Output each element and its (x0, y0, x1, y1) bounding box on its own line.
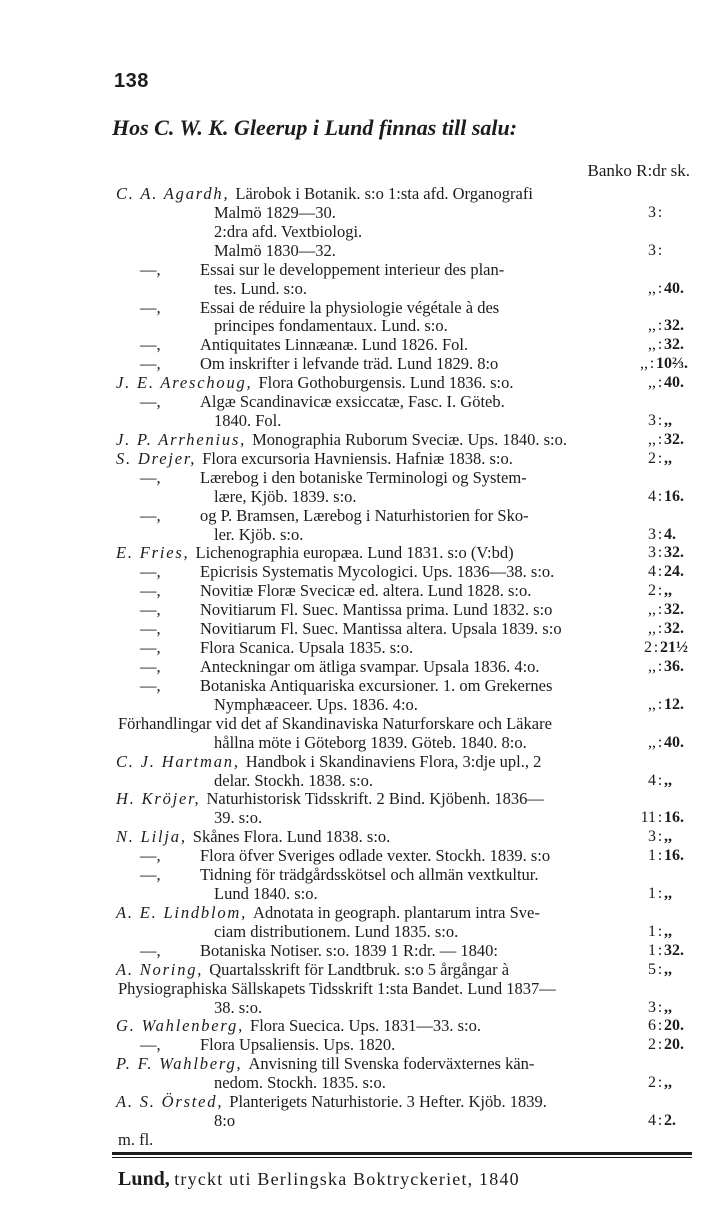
price-skilling: 40. (664, 280, 684, 297)
entry-text: Lund 1840. s:o. (214, 884, 318, 903)
price-separator: : (657, 942, 663, 959)
price-riksdaler: 3 (648, 999, 656, 1016)
entry-ditto-mark: —, (140, 619, 161, 638)
entry-text: Skånes Flora. Lund 1838. s:o. (192, 827, 391, 846)
price-separator: : (657, 526, 663, 543)
price-riksdaler: ,, (648, 317, 656, 334)
top-rule (112, 1152, 692, 1155)
entry-price (628, 808, 688, 828)
entry-text: Flora Scanica. Upsala 1835. s:o. (200, 638, 414, 657)
price-separator: : (657, 961, 663, 978)
price-riksdaler: ,, (648, 336, 656, 353)
entry-text: Lichenographia europæa. Lund 1831. s:o (V:bd) (195, 543, 514, 562)
entry-text: Flora Suecica. Ups. 1831—33. s:o. (250, 1016, 481, 1035)
entry-text: Quartalsskrift för Landtbruk. s:o 5 årgångar à (209, 960, 510, 979)
entry-author: P. F. Wahlberg, (116, 1054, 243, 1073)
price-skilling: ,, (664, 885, 672, 902)
entry-price (628, 733, 688, 753)
entry-price (628, 657, 688, 677)
price-riksdaler: 4 (648, 772, 656, 789)
entry-price (628, 1016, 688, 1036)
entry-ditto-mark: —, (140, 638, 161, 657)
price-skilling: ,, (664, 923, 672, 940)
price-riksdaler: 11 (640, 809, 656, 826)
price-riksdaler: ,, (648, 431, 656, 448)
price-riksdaler: 2 (648, 582, 656, 599)
price-separator: : (649, 355, 655, 372)
price-separator: : (657, 620, 663, 637)
page-heading: Hos C. W. K. Gleerup i Lund finnas till salu: (112, 115, 518, 140)
price-separator: : (657, 1074, 663, 1091)
entry-text: Monographia Ruborum Sveciæ. Ups. 1840. s:o. (252, 430, 567, 449)
price-riksdaler: 2 (644, 639, 652, 656)
entry-text: delar. Stockh. 1838. s:o. (214, 771, 374, 790)
entry-price (628, 411, 688, 431)
price-skilling: 4. (664, 526, 676, 543)
price-skilling: 32. (664, 942, 684, 959)
entry-text: Malmö 1830—32. (214, 241, 336, 260)
entry-text: Lärobok i Botanik. s:o 1:sta afd. Organografi (235, 184, 533, 203)
entry-text: Flora öfver Sveriges odlade vexter. Stockh. 1839. s:o (200, 846, 551, 865)
entry-text: ciam distributionem. Lund 1835. s:o. (214, 922, 459, 941)
price-separator: : (657, 280, 663, 297)
entry-price (628, 241, 688, 261)
price-skilling: ,, (664, 1074, 672, 1091)
entry-author: C. J. Hartman, (116, 752, 240, 771)
price-separator: : (657, 1036, 663, 1053)
price-separator: : (657, 242, 663, 259)
entry-ditto-mark: —, (140, 657, 161, 676)
entry-price (628, 316, 688, 336)
price-riksdaler: 3 (648, 828, 656, 845)
price-skilling: ,, (664, 961, 672, 978)
entry-author: J. E. Areschoug, (116, 373, 253, 392)
entry-text: Botaniska Notiser. s:o. 1839 1 R:dr. — 1840: (200, 941, 498, 960)
price-separator: : (657, 923, 663, 940)
entry-text: og P. Bramsen, Lærebog i Naturhistorien for Sko- (200, 506, 529, 525)
price-skilling: 12. (664, 696, 684, 713)
price-riksdaler: ,, (648, 658, 656, 675)
price-skilling: ,, (664, 582, 672, 599)
entry-text: tes. Lund. s:o. (214, 279, 308, 298)
entry-text: Flora Gothoburgensis. Lund 1836. s:o. (258, 373, 514, 392)
entry-price (628, 354, 688, 374)
price-riksdaler: 1 (648, 885, 656, 902)
entry-text: Flora Upsaliensis. Ups. 1820. (200, 1035, 396, 1054)
price-separator: : (657, 999, 663, 1016)
entry-text: Essai de réduire la physiologie végétale à des (200, 298, 500, 317)
price-skilling: 2. (664, 1112, 676, 1129)
entry-text: Om inskrifter i lefvande träd. Lund 1829. 8:o (200, 354, 499, 373)
entry-author: H. Kröjer, (116, 789, 201, 808)
price-skilling: 10⅔. (656, 355, 688, 372)
entry-ditto-mark: —, (140, 1035, 161, 1054)
entry-ditto-mark: —, (140, 865, 161, 884)
price-separator: : (657, 412, 663, 429)
entry-text: Essai sur le developpement interieur des plan- (200, 260, 505, 279)
price-separator: : (657, 317, 663, 334)
entry-text: Anteckningar om ätliga svampar. Upsala 1836. 4:o. (200, 657, 540, 676)
entry-author: J. P. Arrhenius, (116, 430, 247, 449)
entry-author: A. Noring, (116, 960, 204, 979)
entry-price (628, 581, 688, 601)
entry-price (628, 884, 688, 904)
price-separator: : (657, 204, 663, 221)
price-separator: : (657, 582, 663, 599)
entry-author: A. S. Örsted, (116, 1092, 224, 1111)
price-separator: : (657, 374, 663, 391)
entry-text: Nymphæaceer. Ups. 1836. 4:o. (214, 695, 418, 714)
price-skilling: 21½ (660, 639, 688, 656)
price-skilling: 24. (664, 563, 684, 580)
entry-ditto-mark: —, (140, 468, 161, 487)
entry-ditto-mark: —, (140, 298, 161, 317)
entry-author: C. A. Agardh, (116, 184, 230, 203)
price-riksdaler: 6 (648, 1017, 656, 1034)
price-skilling: 32. (664, 431, 684, 448)
entry-text: Förhandlingar vid det af Skandinaviska Naturforskare och Läkare (118, 714, 552, 733)
entry-text: lære, Kjöb. 1839. s:o. (214, 487, 357, 506)
entry-text: m. fl. (118, 1130, 154, 1149)
entry-price (628, 922, 688, 942)
printer-imprint (118, 1168, 520, 1190)
price-skilling: 32. (664, 620, 684, 637)
price-separator: : (657, 1112, 663, 1129)
price-skilling: 20. (664, 1036, 684, 1053)
price-separator: : (657, 450, 663, 467)
price-skilling: 16. (664, 488, 684, 505)
entry-text: Malmö 1829—30. (214, 203, 336, 222)
entry-ditto-mark: —, (140, 562, 161, 581)
price-riksdaler: 2 (648, 450, 656, 467)
entry-price (628, 543, 688, 563)
entry-text: 2:dra afd. Vextbiologi. (214, 222, 363, 241)
price-column-header: Banko R:dr sk. (587, 161, 690, 180)
entry-text: Epicrisis Systematis Mycologici. Ups. 1836—38. s:o. (200, 562, 555, 581)
price-riksdaler: ,, (648, 734, 656, 751)
entry-price (628, 562, 688, 582)
entry-text: Anvisning till Svenska foderväxternes kän- (248, 1054, 535, 1073)
entry-text: 1840. Fol. (214, 411, 282, 430)
entry-price (628, 771, 688, 791)
price-skilling: 20. (664, 1017, 684, 1034)
entry-text: Novitiarum Fl. Suec. Mantissa altera. Upsala 1839. s:o (200, 619, 562, 638)
entry-author: S. Drejer, (116, 449, 197, 468)
price-separator: : (657, 772, 663, 789)
entry-text: ler. Kjöb. s:o. (214, 525, 304, 544)
entry-ditto-mark: —, (140, 392, 161, 411)
price-skilling: ,, (664, 772, 672, 789)
entry-price (628, 1111, 688, 1131)
price-riksdaler: ,, (640, 355, 648, 372)
price-skilling: 32. (664, 601, 684, 618)
entry-price (628, 600, 688, 620)
entry-text: Lærebog i den botaniske Terminologi og System- (200, 468, 527, 487)
entry-price (628, 827, 688, 847)
price-separator: : (657, 601, 663, 618)
price-separator: : (657, 488, 663, 505)
entry-text: 38. s:o. (214, 998, 263, 1017)
price-skilling: 36. (664, 658, 684, 675)
entry-text: Planterigets Naturhistorie. 3 Hefter. Kjöb. 1839. (229, 1092, 547, 1111)
entry-price (628, 525, 688, 545)
page-number: 138 (114, 70, 149, 92)
price-riksdaler: ,, (648, 620, 656, 637)
entry-ditto-mark: —, (140, 335, 161, 354)
price-riksdaler: ,, (648, 601, 656, 618)
price-separator: : (653, 639, 659, 656)
entry-ditto-mark: —, (140, 506, 161, 525)
entry-ditto-mark: —, (140, 676, 161, 695)
price-skilling: ,, (664, 828, 672, 845)
entry-text: Handbok i Skandinaviens Flora, 3:dje upl., 2 (245, 752, 542, 771)
entry-author: E. Fries, (116, 543, 190, 562)
entry-author: G. Wahlenberg, (116, 1016, 245, 1035)
entry-price (628, 279, 688, 299)
entry-text: Algæ Scandinavicæ exsiccatæ, Fasc. I. Göteb. (200, 392, 505, 411)
entry-price (628, 619, 688, 639)
price-riksdaler: 2 (648, 1074, 656, 1091)
entry-price (628, 373, 688, 393)
entry-price (628, 449, 688, 469)
entry-text: principes fondamentaux. Lund. s:o. (214, 316, 448, 335)
price-riksdaler: 3 (648, 526, 656, 543)
entry-ditto-mark: —, (140, 354, 161, 373)
price-separator: : (657, 885, 663, 902)
price-riksdaler: 1 (648, 942, 656, 959)
entry-ditto-mark: —, (140, 581, 161, 600)
entry-price (628, 695, 688, 715)
entry-text: Adnotata in geograph. plantarum intra Sve- (253, 903, 540, 922)
entry-text: Tidning för trädgårdsskötsel och allmän vextkultur. (200, 865, 539, 884)
entry-price (628, 960, 688, 980)
entry-price (628, 487, 688, 507)
price-separator: : (657, 847, 663, 864)
entry-ditto-mark: —, (140, 260, 161, 279)
price-separator: : (657, 336, 663, 353)
price-skilling: ,, (664, 412, 672, 429)
imprint-printer: tryckt uti Berlingska Boktryckeriet, 1840 (174, 1169, 520, 1189)
price-separator: : (657, 734, 663, 751)
entry-price (628, 335, 688, 355)
price-riksdaler: 1 (648, 923, 656, 940)
price-riksdaler: 2 (648, 1036, 656, 1053)
imprint-place: Lund, (118, 1168, 170, 1190)
entry-text: Botaniska Antiquariska excursioner. 1. om Grekernes (200, 676, 553, 695)
entry-price (628, 430, 688, 450)
price-riksdaler: 4 (648, 1112, 656, 1129)
entry-text: Flora excursoria Havniensis. Hafniæ 1838. s:o. (202, 449, 513, 468)
price-separator: : (657, 809, 663, 826)
entry-price (628, 638, 688, 658)
price-riksdaler: 1 (648, 847, 656, 864)
entry-price (628, 941, 688, 961)
price-separator: : (657, 544, 663, 561)
entry-text: Naturhistorisk Tidsskrift. 2 Bind. Kjöbenh. 1836— (206, 789, 544, 808)
price-riksdaler: 3 (648, 412, 656, 429)
price-riksdaler: 3 (648, 544, 656, 561)
price-separator: : (657, 828, 663, 845)
price-skilling: 32. (664, 336, 684, 353)
price-separator: : (657, 658, 663, 675)
entry-text: Novitiæ Floræ Svecicæ ed. altera. Lund 1828. s:o. (200, 581, 532, 600)
entry-price (628, 1073, 688, 1093)
entry-text: Physiographiska Sällskapets Tidsskrift 1:sta Bandet. Lund 1837— (118, 979, 556, 998)
price-skilling: ,, (664, 450, 672, 467)
price-separator: : (657, 696, 663, 713)
price-skilling: 16. (664, 809, 684, 826)
entry-ditto-mark: —, (140, 846, 161, 865)
price-riksdaler: 4 (648, 488, 656, 505)
entry-price (628, 1035, 688, 1055)
price-separator: : (657, 1017, 663, 1034)
price-riksdaler: ,, (648, 696, 656, 713)
entry-author: N. Lilja, (116, 827, 187, 846)
price-riksdaler: 3 (648, 242, 656, 259)
price-riksdaler: 4 (648, 563, 656, 580)
price-separator: : (657, 431, 663, 448)
entry-text: 39. s:o. (214, 808, 263, 827)
price-skilling: 40. (664, 734, 684, 751)
price-skilling: 40. (664, 374, 684, 391)
entry-text: nedom. Stockh. 1835. s:o. (214, 1073, 386, 1092)
entry-ditto-mark: —, (140, 941, 161, 960)
thin-rule (112, 1157, 692, 1158)
entry-price (628, 203, 688, 223)
entry-text: hållna möte i Göteborg 1839. Göteb. 1840. 8:o. (214, 733, 527, 752)
price-riksdaler: ,, (648, 280, 656, 297)
price-skilling: ,, (664, 999, 672, 1016)
price-riksdaler: ,, (648, 374, 656, 391)
entry-text: 8:o (214, 1111, 236, 1130)
entry-price (628, 998, 688, 1018)
price-skilling: 32. (664, 544, 684, 561)
price-riksdaler: 3 (648, 204, 656, 221)
entry-text: Novitiarum Fl. Suec. Mantissa prima. Lund 1832. s:o (200, 600, 553, 619)
entry-author: A. E. Lindblom, (116, 903, 248, 922)
entry-text: Antiquitates Linnæanæ. Lund 1826. Fol. (200, 335, 469, 354)
entry-price (628, 846, 688, 866)
price-skilling: 32. (664, 317, 684, 334)
price-riksdaler: 5 (648, 961, 656, 978)
price-skilling: 16. (664, 847, 684, 864)
price-separator: : (657, 563, 663, 580)
entry-ditto-mark: —, (140, 600, 161, 619)
